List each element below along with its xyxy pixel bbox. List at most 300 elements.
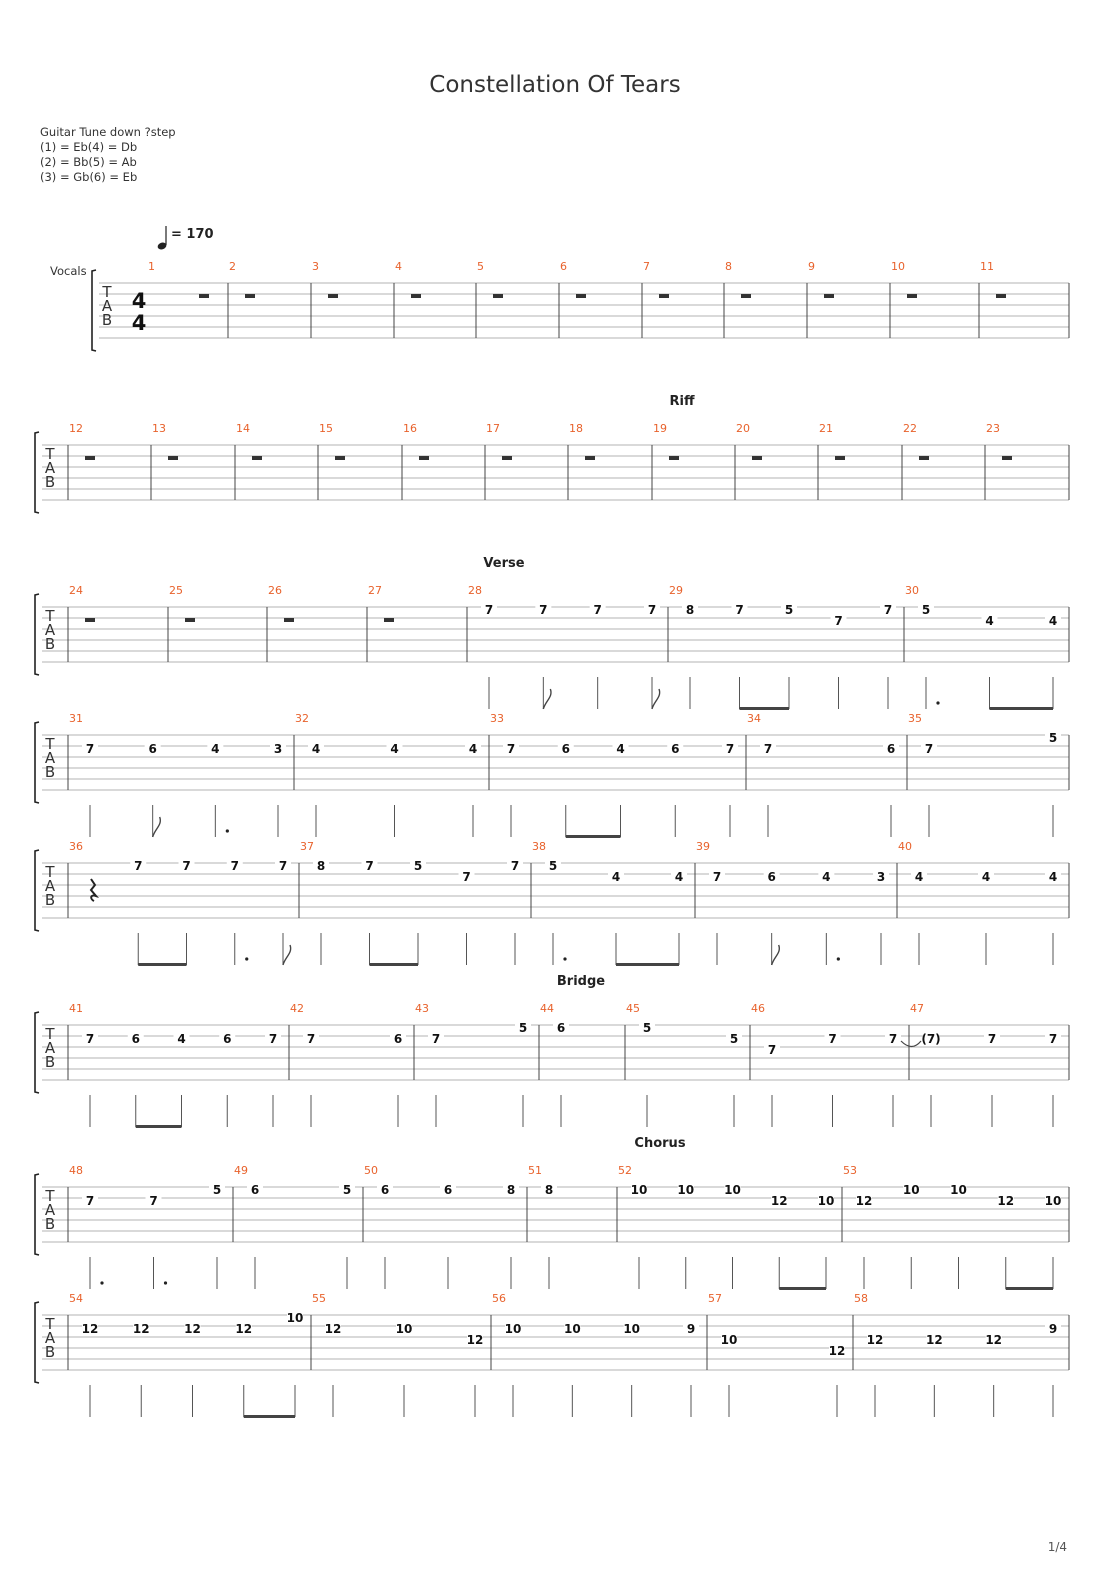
- fret-number: 12: [866, 1333, 884, 1347]
- rhythm-dot: [837, 957, 840, 960]
- whole-rest: [411, 294, 421, 298]
- measure: [979, 260, 1069, 338]
- system-bracket: [35, 1302, 39, 1383]
- fret-number: 10: [623, 1322, 641, 1336]
- measure: [735, 422, 762, 500]
- tab-clef-letter: A: [44, 1201, 56, 1219]
- fret-number: 7: [763, 742, 773, 756]
- fret-number: 7: [268, 1032, 278, 1046]
- measure: [985, 422, 1069, 500]
- measure-number: 12: [69, 422, 83, 435]
- fret-number: 10: [902, 1183, 920, 1197]
- fret-number: 8: [316, 859, 326, 873]
- measure: [148, 260, 209, 298]
- fret-number: 7: [767, 1043, 777, 1057]
- fret-number: 3: [876, 870, 886, 884]
- fret-number: 6: [561, 742, 570, 756]
- fret-number: 12: [324, 1322, 342, 1336]
- tab-system: [35, 394, 1069, 513]
- tab-clef-letter: B: [44, 763, 56, 781]
- fret-number: 7: [883, 603, 893, 617]
- fret-number: 6: [886, 742, 896, 756]
- measure: [68, 1164, 225, 1289]
- measure-number: 37: [300, 840, 314, 853]
- measure-number: 31: [69, 712, 83, 725]
- fret-number: 7: [1048, 1032, 1058, 1046]
- fret-number: 4: [611, 870, 621, 884]
- measure-number: 43: [415, 1002, 429, 1015]
- fret-number: 6: [131, 1032, 140, 1046]
- fret-number: 10: [563, 1322, 581, 1336]
- tab-clef-letter: A: [44, 1329, 56, 1347]
- tab-clef-letter: T: [45, 735, 55, 753]
- measure-number: 57: [708, 1292, 722, 1305]
- measure-number: 58: [854, 1292, 868, 1305]
- fret-number: 10: [630, 1183, 648, 1197]
- fret-number: 10: [817, 1194, 835, 1208]
- fret-number: 7: [484, 603, 494, 617]
- tuning-row: (3) = Gb(6) = Eb: [40, 170, 138, 184]
- measure: [559, 260, 586, 338]
- measure: [68, 712, 286, 837]
- measure: [724, 260, 751, 338]
- measure: [907, 712, 1069, 837]
- tab-system: [35, 840, 1069, 966]
- measure-number: 32: [295, 712, 309, 725]
- measure: [568, 422, 595, 500]
- tie-arc: [901, 1041, 921, 1047]
- tab-clef-letter: T: [45, 1187, 55, 1205]
- measure-number: 56: [492, 1292, 506, 1305]
- quarter-rest: [91, 879, 96, 901]
- instrument-label: Vocals: [50, 264, 87, 278]
- tab-system: [35, 1136, 1069, 1290]
- measure-number: 51: [528, 1164, 542, 1177]
- fret-number: 6: [443, 1183, 453, 1197]
- fret-number: 7: [987, 1032, 997, 1046]
- measure-number: 15: [319, 422, 333, 435]
- fret-number: 7: [924, 742, 934, 756]
- fret-number: 10: [504, 1322, 522, 1336]
- fret-number: 5: [1048, 731, 1058, 745]
- rhythm-dot: [226, 829, 229, 832]
- tab-system: [35, 712, 1069, 838]
- tuning-row: (2) = Bb(5) = Ab: [40, 155, 137, 169]
- fret-number: 7: [539, 603, 548, 617]
- measure: [311, 1292, 483, 1417]
- measure: [363, 1164, 519, 1289]
- measure: [367, 584, 394, 662]
- fret-number: 6: [393, 1032, 403, 1046]
- fret-number: 7: [888, 1032, 898, 1046]
- eighth-flag: [283, 945, 291, 965]
- rhythm-dot: [563, 957, 566, 960]
- measure: [299, 840, 523, 966]
- fret-number: (7): [921, 1032, 941, 1046]
- eighth-beam: [1006, 1287, 1053, 1290]
- whole-rest: [185, 618, 195, 622]
- measure: [267, 584, 294, 662]
- fret-number: 7: [506, 742, 516, 756]
- measure: [897, 840, 1069, 965]
- fret-number: 10: [286, 1311, 304, 1325]
- measure-number: 14: [236, 422, 250, 435]
- system-bracket: [35, 722, 39, 803]
- whole-rest: [669, 456, 679, 460]
- whole-rest: [419, 456, 429, 460]
- measure-number: 46: [751, 1002, 765, 1015]
- measure-number: 53: [843, 1164, 857, 1177]
- measure-number: 7: [643, 260, 650, 273]
- measure: [527, 1164, 557, 1289]
- fret-number: 12: [997, 1194, 1015, 1208]
- whole-rest: [824, 294, 834, 298]
- fret-number: 8: [544, 1183, 554, 1197]
- whole-rest: [919, 456, 929, 460]
- measure-number: 34: [747, 712, 761, 725]
- section-label: Riff: [669, 394, 695, 409]
- measure: [394, 260, 421, 338]
- measure-number: 36: [69, 840, 83, 853]
- fret-number: 4: [311, 742, 321, 756]
- measure: [853, 1292, 1069, 1417]
- measure-number: 33: [490, 712, 504, 725]
- tab-system: [35, 974, 1069, 1128]
- whole-rest: [493, 294, 503, 298]
- measure-number: 35: [908, 712, 922, 725]
- fret-number: 6: [671, 742, 680, 756]
- measure-number: 55: [312, 1292, 326, 1305]
- tab-clef-letter: T: [102, 283, 112, 301]
- tab-system: [35, 1292, 1069, 1418]
- fret-number: 4: [616, 742, 625, 756]
- fret-number: 7: [647, 603, 657, 617]
- measure: [235, 422, 262, 500]
- eighth-beam: [138, 963, 186, 966]
- eighth-flag: [153, 817, 161, 837]
- score-title: Constellation Of Tears: [429, 72, 681, 98]
- tab-clef-letter: B: [44, 891, 56, 909]
- measure-number: 42: [290, 1002, 304, 1015]
- tab-clef-letter: T: [45, 863, 55, 881]
- fret-number: 7: [365, 859, 374, 873]
- fret-number: 5: [518, 1021, 528, 1035]
- measure: [902, 422, 929, 500]
- fret-number: 3: [273, 742, 283, 756]
- system-bracket: [35, 1012, 39, 1093]
- measure: [68, 840, 291, 966]
- measure: [168, 584, 195, 662]
- measure: [642, 260, 669, 338]
- eighth-beam: [616, 963, 679, 966]
- measure-number: 48: [69, 1164, 83, 1177]
- page-number: 1/4: [1047, 1540, 1067, 1554]
- measure-number: 41: [69, 1002, 83, 1015]
- fret-number: 4: [390, 742, 399, 756]
- measure-number: 29: [669, 584, 683, 597]
- measure: [233, 1164, 355, 1289]
- fret-number: 4: [981, 870, 991, 884]
- measure: [485, 422, 512, 500]
- whole-rest: [284, 618, 294, 622]
- tab-clef-letter: B: [101, 311, 113, 329]
- measure: [289, 1002, 406, 1127]
- fret-number: 4: [914, 870, 924, 884]
- eighth-beam: [136, 1125, 182, 1128]
- eighth-beam: [779, 1287, 826, 1290]
- measure-number: 39: [696, 840, 710, 853]
- measure: [294, 712, 481, 837]
- whole-rest: [328, 294, 338, 298]
- whole-rest: [1002, 456, 1012, 460]
- measure-number: 30: [905, 584, 919, 597]
- time-signature-top: 4: [131, 289, 147, 313]
- tab-clef-letter: B: [44, 1215, 56, 1233]
- measure: [890, 260, 917, 338]
- measure-number: 22: [903, 422, 917, 435]
- measure: [842, 1164, 1069, 1290]
- tempo-marking: [157, 226, 214, 251]
- measure: [904, 584, 1069, 710]
- measure: [476, 260, 503, 338]
- measure: [539, 1002, 569, 1127]
- fret-number: 12: [81, 1322, 99, 1336]
- eighth-beam: [370, 963, 419, 966]
- measure: [652, 422, 679, 500]
- measure: [668, 584, 896, 710]
- fret-number: 7: [182, 859, 191, 873]
- measure-number: 38: [532, 840, 546, 853]
- fret-number: 5: [921, 603, 931, 617]
- measure-number: 44: [540, 1002, 554, 1015]
- measure: [68, 584, 95, 662]
- tab-clef-letter: T: [45, 1025, 55, 1043]
- measure: [467, 584, 660, 709]
- fret-number: 4: [674, 870, 684, 884]
- fret-number: 9: [686, 1322, 696, 1336]
- fret-number: 4: [468, 742, 478, 756]
- fret-number: 12: [985, 1333, 1003, 1347]
- fret-number: 5: [642, 1021, 652, 1035]
- whole-rest: [576, 294, 586, 298]
- tab-clef-letter: A: [44, 877, 56, 895]
- measure: [746, 712, 899, 837]
- measure: [489, 712, 738, 838]
- measure-number: 5: [477, 260, 484, 273]
- measure: [707, 1292, 845, 1417]
- fret-number: 4: [985, 614, 994, 628]
- fret-number: 12: [770, 1194, 788, 1208]
- tab-clef-letter: A: [44, 459, 56, 477]
- whole-rest: [835, 456, 845, 460]
- whole-rest: [85, 456, 95, 460]
- fret-number: 4: [1048, 870, 1058, 884]
- measure-number: 21: [819, 422, 833, 435]
- rhythm-dot: [164, 1281, 167, 1284]
- measure-number: 20: [736, 422, 750, 435]
- measure: [491, 1292, 699, 1417]
- measure-number: 17: [486, 422, 500, 435]
- fret-number: 5: [413, 859, 423, 873]
- measure-number: 45: [626, 1002, 640, 1015]
- whole-rest: [252, 456, 262, 460]
- measure: [402, 422, 429, 500]
- fret-number: 7: [85, 1032, 95, 1046]
- tab-clef-letter: B: [44, 635, 56, 653]
- measure-number: 50: [364, 1164, 378, 1177]
- measure: [695, 840, 889, 965]
- whole-rest: [384, 618, 394, 622]
- eighth-beam: [244, 1415, 295, 1418]
- measure-number: 47: [910, 1002, 924, 1015]
- fret-number: 7: [134, 859, 143, 873]
- fret-number: 7: [510, 859, 520, 873]
- tempo-value: = 170: [171, 227, 214, 242]
- measure: [318, 422, 345, 500]
- tab-clef-letter: B: [44, 1053, 56, 1071]
- whole-rest: [585, 456, 595, 460]
- whole-rest: [168, 456, 178, 460]
- tab-clef-letter: T: [45, 607, 55, 625]
- eighth-flag: [543, 689, 551, 709]
- measure: [68, 1292, 303, 1418]
- measure: [68, 422, 95, 500]
- fret-number: 6: [223, 1032, 232, 1046]
- fret-number: 7: [462, 870, 471, 884]
- measure: [617, 1164, 834, 1290]
- fret-number: 12: [855, 1194, 873, 1208]
- measure-number: 28: [468, 584, 482, 597]
- time-signature-bottom: 4: [131, 311, 147, 335]
- measure-number: 54: [69, 1292, 83, 1305]
- measure-number: 3: [312, 260, 319, 273]
- measure: [750, 1002, 921, 1127]
- fret-number: 6: [380, 1183, 390, 1197]
- fret-number: 4: [211, 742, 220, 756]
- fret-number: 12: [925, 1333, 943, 1347]
- fret-number: 7: [834, 614, 843, 628]
- measure-number: 11: [980, 260, 994, 273]
- measure: [151, 422, 178, 500]
- measure-number: 25: [169, 584, 183, 597]
- measure-number: 18: [569, 422, 583, 435]
- measure-number: 6: [560, 260, 567, 273]
- fret-number: 5: [342, 1183, 352, 1197]
- rhythm-dot: [936, 701, 939, 704]
- fret-number: 4: [1048, 614, 1058, 628]
- tab-system: [35, 556, 1069, 710]
- rhythm-dot: [100, 1281, 103, 1284]
- tab-system: [50, 260, 1069, 351]
- fret-number: 12: [132, 1322, 150, 1336]
- fret-number: 10: [677, 1183, 695, 1197]
- fret-number: 7: [278, 859, 288, 873]
- measure-number: 13: [152, 422, 166, 435]
- fret-number: 7: [85, 1194, 95, 1208]
- section-label: Chorus: [634, 1136, 686, 1151]
- measure-number: 9: [808, 260, 815, 273]
- measure: [909, 1002, 1069, 1127]
- system-bracket: [92, 270, 96, 351]
- system-bracket: [35, 850, 39, 931]
- tab-clef-letter: A: [101, 297, 113, 315]
- whole-rest: [996, 294, 1006, 298]
- whole-rest: [659, 294, 669, 298]
- eighth-flag: [772, 945, 780, 965]
- tab-clef-letter: T: [45, 1315, 55, 1333]
- fret-number: 8: [685, 603, 695, 617]
- whole-rest: [907, 294, 917, 298]
- whole-rest: [752, 456, 762, 460]
- fret-number: 7: [230, 859, 239, 873]
- fret-number: 5: [212, 1183, 222, 1197]
- eighth-beam: [566, 835, 621, 838]
- fret-number: 7: [149, 1194, 158, 1208]
- tab-clef-letter: A: [44, 621, 56, 639]
- system-bracket: [35, 594, 39, 675]
- fret-number: 6: [148, 742, 157, 756]
- fret-number: 5: [729, 1032, 739, 1046]
- measure-number: 10: [891, 260, 905, 273]
- measure-number: 49: [234, 1164, 248, 1177]
- system-bracket: [35, 1174, 39, 1255]
- system-bracket: [35, 432, 39, 513]
- tab-clef-letter: B: [44, 1343, 56, 1361]
- measure: [531, 840, 687, 966]
- measure: [807, 260, 834, 338]
- measure: [311, 260, 338, 338]
- fret-number: 6: [250, 1183, 260, 1197]
- section-label: Verse: [483, 556, 525, 571]
- fret-number: 10: [950, 1183, 967, 1197]
- measure-number: 26: [268, 584, 282, 597]
- whole-rest: [245, 294, 255, 298]
- measure-number: 8: [725, 260, 732, 273]
- fret-number: 7: [306, 1032, 316, 1046]
- eighth-beam: [740, 707, 790, 710]
- measure-number: 40: [898, 840, 912, 853]
- whole-rest: [335, 456, 345, 460]
- whole-rest: [502, 456, 512, 460]
- measure: [414, 1002, 531, 1127]
- measure-number: 27: [368, 584, 382, 597]
- fret-number: 7: [85, 742, 95, 756]
- fret-number: 10: [1044, 1194, 1062, 1208]
- tab-clef-letter: T: [45, 445, 55, 463]
- fret-number: 7: [593, 603, 602, 617]
- eighth-flag: [652, 689, 660, 709]
- whole-rest: [741, 294, 751, 298]
- fret-number: 12: [184, 1322, 201, 1336]
- fret-number: 10: [395, 1322, 413, 1336]
- measure-number: 23: [986, 422, 1000, 435]
- whole-rest: [199, 294, 209, 298]
- tab-clef-letter: A: [44, 1039, 56, 1057]
- rhythm-dot: [245, 957, 248, 960]
- fret-number: 4: [177, 1032, 186, 1046]
- measure-number: 19: [653, 422, 667, 435]
- fret-number: 12: [828, 1344, 846, 1358]
- measure-number: 52: [618, 1164, 632, 1177]
- fret-number: 7: [735, 603, 744, 617]
- measure-number: 2: [229, 260, 236, 273]
- fret-number: 12: [466, 1333, 484, 1347]
- fret-number: 10: [724, 1183, 741, 1197]
- fret-number: 10: [720, 1333, 738, 1347]
- fret-number: 4: [822, 870, 831, 884]
- measure-number: 24: [69, 584, 83, 597]
- measure: [818, 422, 845, 500]
